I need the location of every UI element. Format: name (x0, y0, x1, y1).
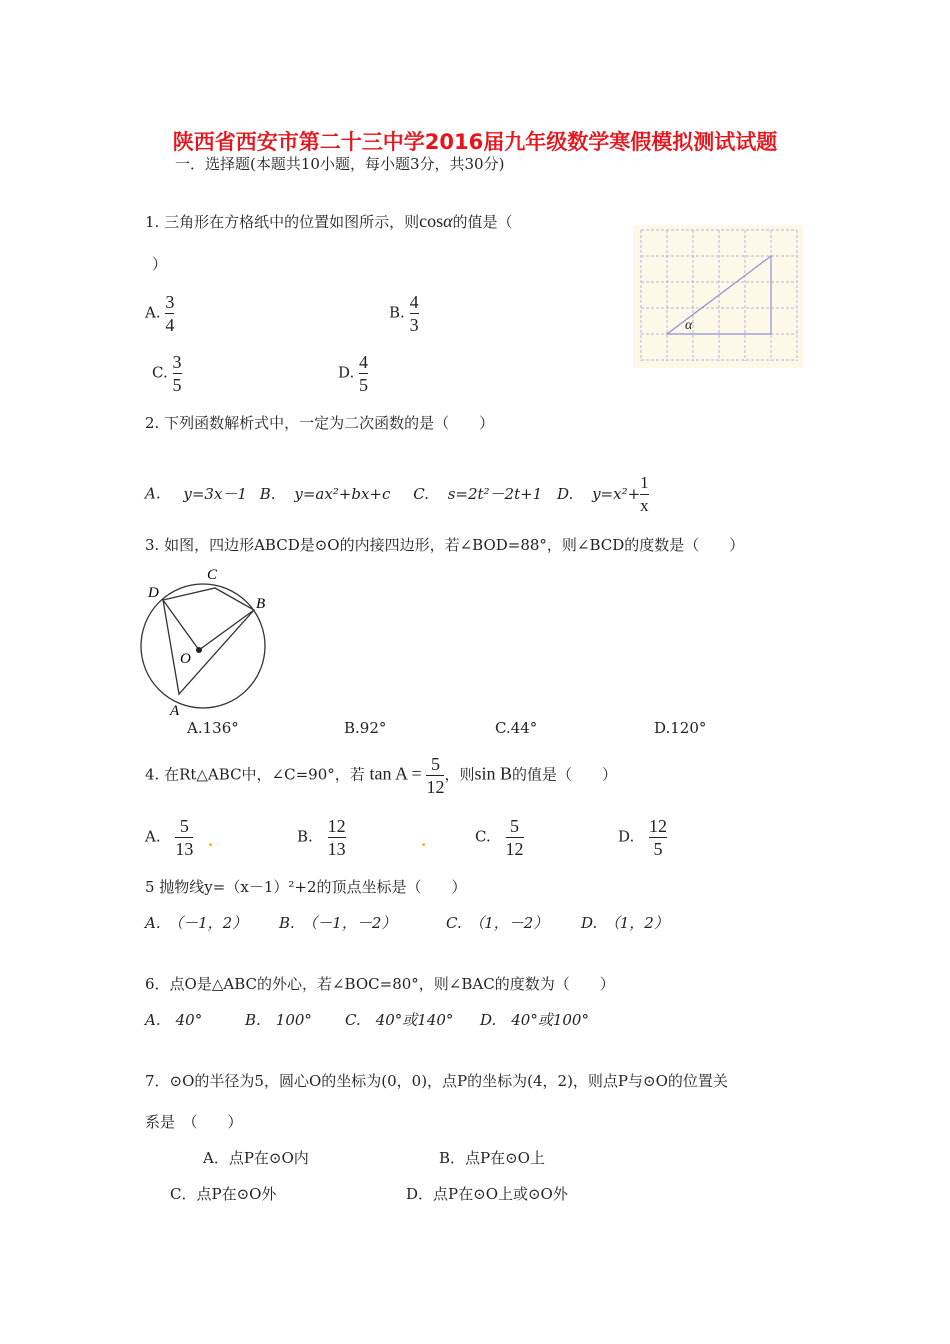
q1-option-a: A. $\frac{3}{4}$ (145, 292, 175, 335)
q3-option-c: C.44° (495, 719, 538, 737)
q1-option-b: B. $\frac{4}{3}$ (389, 292, 419, 335)
q5-option-a: A. （－1，2） (145, 914, 248, 932)
q4-option-a: A. $\frac{5}{13}$ (145, 816, 194, 859)
q3-option-d: D.120° (654, 719, 707, 737)
q7-option-c: C．点P在⊙O外 (170, 1185, 277, 1203)
grid-triangle-figure (633, 225, 803, 368)
q1-option-c: C. $\frac{3}{5}$ (152, 352, 182, 395)
q4-option-b: B. $\frac{12}{13}$ (297, 816, 346, 859)
q4-option-c: C. $\frac{5}{12}$ (475, 816, 524, 859)
question-1-stem: 1. 三角形在方格纸中的位置如图所示，则cosα的值是（ (145, 211, 513, 231)
q3-option-a: A.136° (187, 719, 239, 737)
section-heading: 一．选择题(本题共10小题，每小题3分，共30分) (175, 155, 505, 173)
label-d: D (148, 585, 159, 601)
q6-option-c: C. 40°或140° (345, 1011, 454, 1029)
q4-option-d: D. $\frac{12}{5}$ (618, 816, 668, 859)
label-o: O (180, 651, 191, 667)
decorative-dot: . (421, 832, 427, 850)
q5-option-b: B. （－1，－2） (279, 914, 397, 932)
decorative-dot: . (208, 832, 214, 850)
page-title: 陕西省西安市第二十三中学2016届九年级数学寒假模拟测试试题 (172, 130, 778, 154)
q6-option-a: A. 40° (145, 1011, 203, 1029)
label-b: B (256, 596, 266, 612)
label-c: C (207, 567, 218, 583)
alpha-label: α (685, 318, 693, 333)
q7-option-b: B．点P在⊙O上 (439, 1149, 545, 1167)
question-2-stem: 2. 下列函数解析式中，一定为二次函数的是（ ） (145, 414, 495, 432)
q7-option-d: D．点P在⊙O上或⊙O外 (406, 1185, 568, 1203)
question-7-stem-line1: 7．⊙O的半径为5，圆心O的坐标为(0，0)，点P的坐标为(4，2)，则点P与⊙O的位置关 (145, 1072, 728, 1090)
q1-option-d: D. $\frac{4}{5}$ (338, 352, 369, 395)
label-a: A (170, 703, 180, 717)
quadrilateral-shape (163, 588, 254, 694)
q6-option-b: B. 100° (245, 1011, 312, 1029)
question-7-stem-line2: 系是 （ ） (145, 1113, 243, 1131)
center-dot (196, 647, 202, 653)
q7-option-a: A．点P在⊙O内 (203, 1149, 309, 1167)
q3-option-b: B.92° (344, 719, 387, 737)
q2-options: A. y=3x－1 B. y=ax²+bx+c C. s=2t²－2t+1 D. y=x²+ $\frac{1}{x}$ (145, 473, 649, 515)
circle-shape (141, 584, 265, 708)
q5-option-c: C. （1，－2） (446, 914, 549, 932)
question-5-stem: 5 抛物线y=（x－1）²+2的顶点坐标是（ ） (145, 878, 467, 896)
q5-option-d: D. （1，2） (581, 914, 669, 932)
question-1-paren: ） (152, 255, 168, 273)
question-4-stem: 4. 在Rt△ABC中，∠C=90°，若 tan A = $\frac{5}{12}$ ，则sin B的值是（ ） (145, 754, 618, 797)
q6-option-d: D. 40°或100° (480, 1011, 589, 1029)
circle-quadrilateral-figure (140, 562, 275, 717)
question-6-stem: 6．点O是△ABC的外心，若∠BOC=80°，则∠BAC的度数为（ ） (145, 975, 615, 993)
question-3-stem: 3. 如图，四边形ABCD是⊙O的内接四边形，若∠BOD=88°，则∠BCD的度数是（ ） (145, 536, 745, 554)
